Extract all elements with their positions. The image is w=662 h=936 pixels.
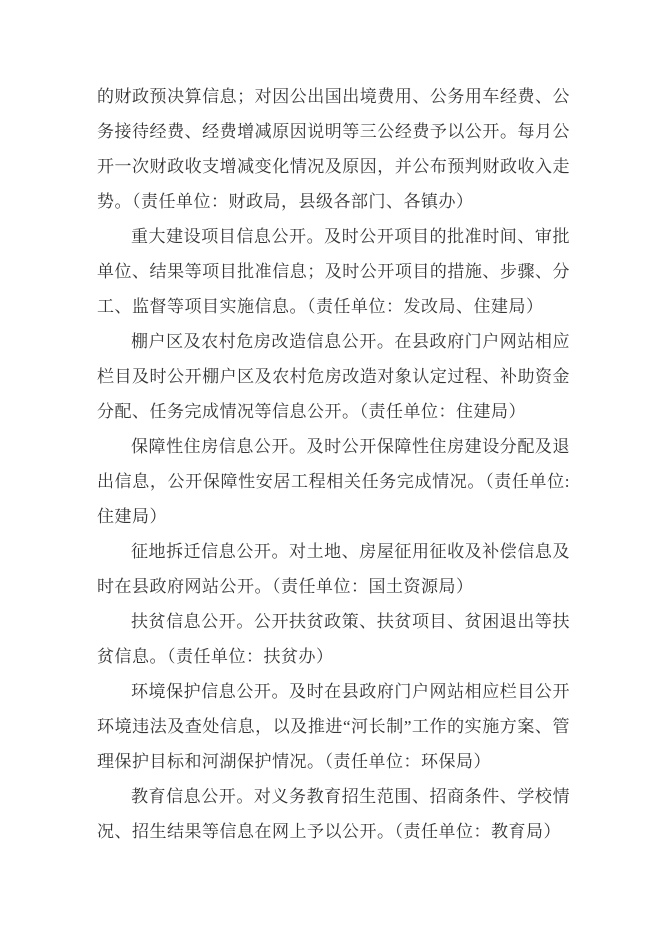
paragraph-finance-disclosure: 的财政预决算信息；对因公出国出境费用、公务用车经费、公务接待经费、经费增减原因说明等三公经费予以公开。每月公开一次财政收支增减变化情况及原因，并公布预判财政收入走势。（责任单位：财政局，县级各部门、各镇办） [97, 87, 570, 211]
paragraph-environmental-protection: 环境保护信息公开。及时在县政府门户网站相应栏目公开环境违法及查处信息，以及推进“河长制”工作的实施方案、管理保护目标和河湖保护情况。（责任单位：环保局） [97, 682, 570, 771]
paragraph-shantytown-rural-housing: 棚户区及农村危房改造信息公开。在县政府门户网站相应栏目及时公开棚户区及农村危房改造对象认定过程、补助资金分配、任务完成情况等信息公开。（责任单位：住建局） [97, 332, 570, 421]
paragraph-land-requisition: 征地拆迁信息公开。对土地、房屋征用征收及补偿信息及时在县政府网站公开。（责任单位：国土资源局） [97, 542, 570, 596]
paragraph-education-disclosure: 教育信息公开。对义务教育招生范围、招商条件、学校情况、招生结果等信息在网上予以公开。（责任单位：教育局） [97, 787, 570, 841]
paragraph-major-construction-projects: 重大建设项目信息公开。及时公开项目的批准时间、审批单位、结果等项目批准信息；及时公开项目的措施、步骤、分工、监督等项目实施信息。（责任单位：发改局、住建局） [97, 227, 570, 316]
document-body [97, 79, 570, 849]
paragraph-poverty-alleviation: 扶贫信息公开。公开扶贫政策、扶贫项目、贫困退出等扶贫信息。（责任单位：扶贫办） [97, 612, 570, 666]
paragraph-affordable-housing: 保障性住房信息公开。及时公开保障性住房建设分配及退出信息，公开保障性安居工程相关任务完成情况。（责任单位: 住建局） [97, 437, 570, 526]
